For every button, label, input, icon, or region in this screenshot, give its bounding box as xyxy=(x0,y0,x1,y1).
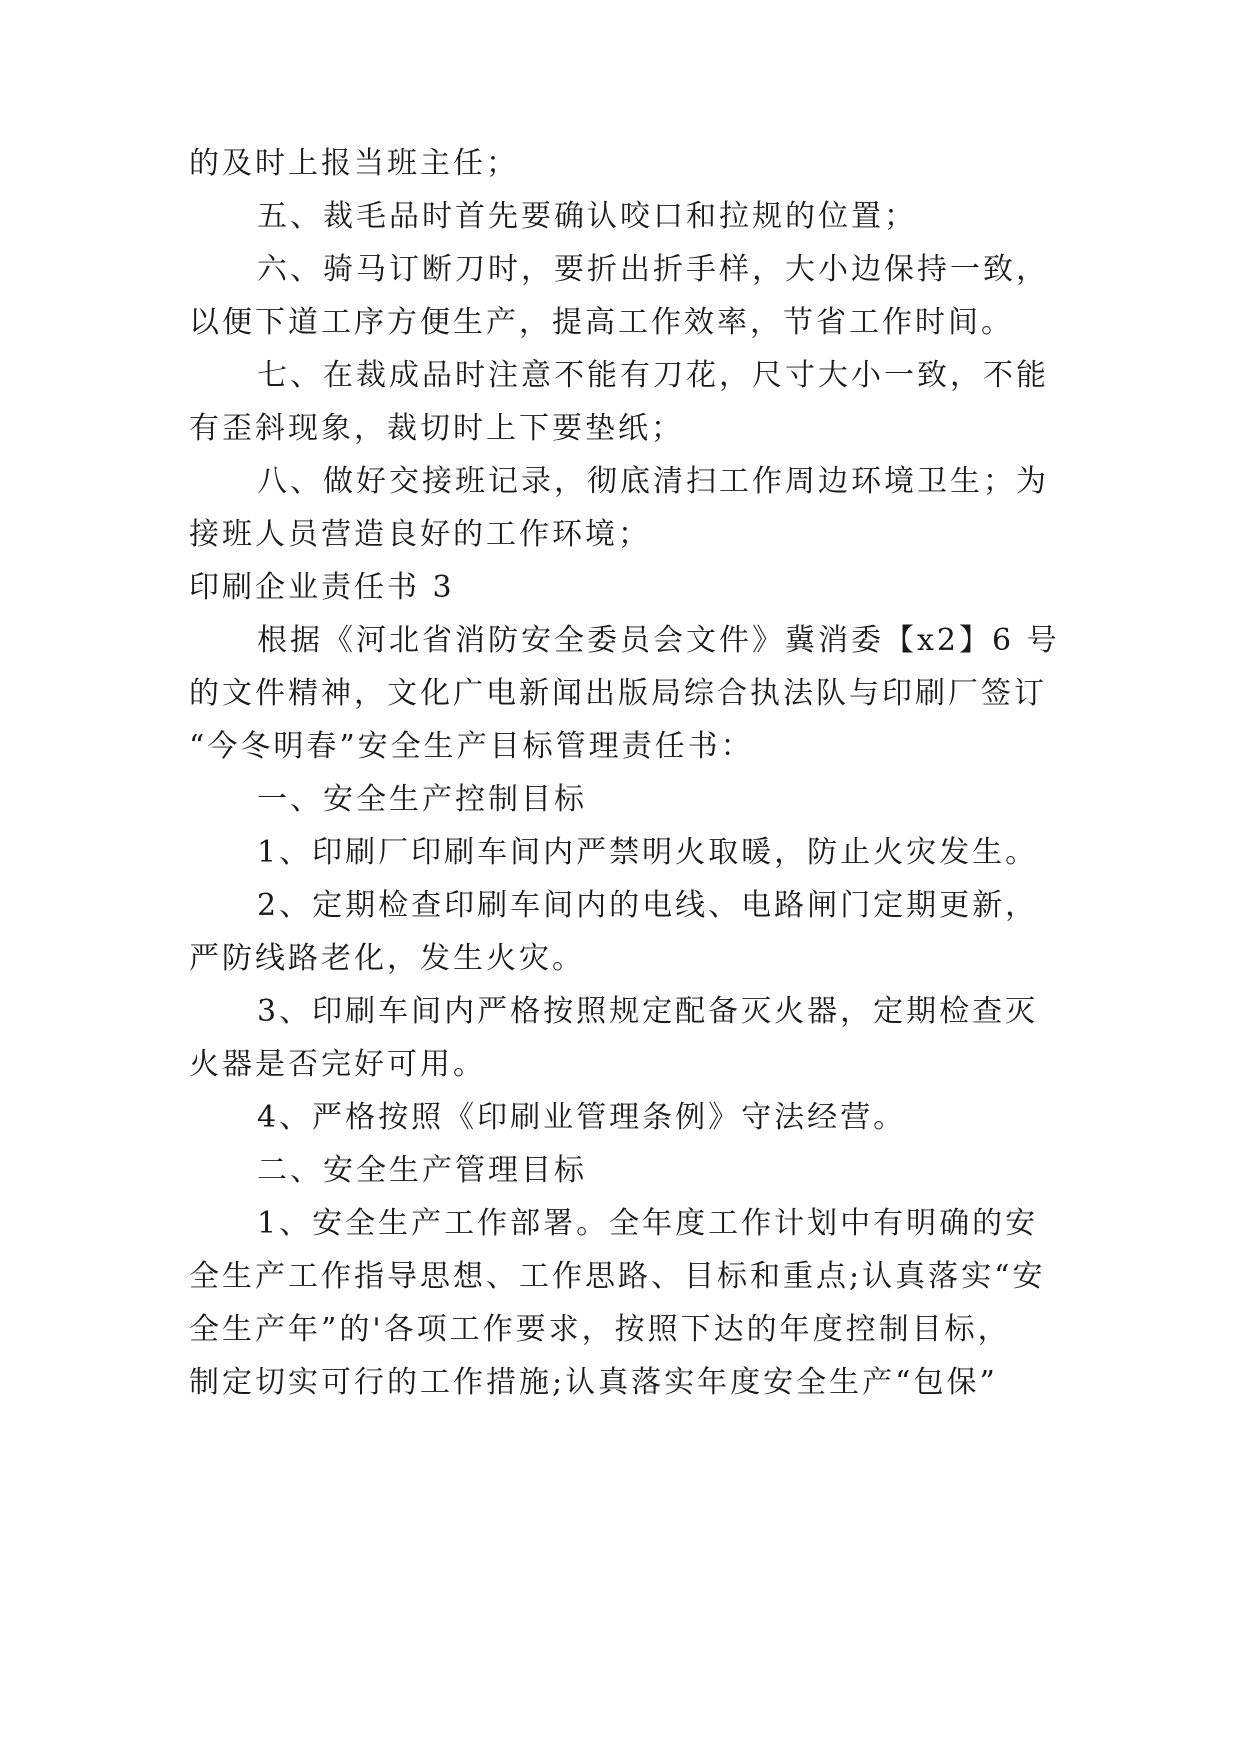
paragraph-line: 全生产年”的'各项工作要求，按照下达的年度控制目标， xyxy=(189,1312,1011,1347)
paragraph-line: 火器是否完好可用。 xyxy=(189,1047,486,1082)
paragraph-line: 1、印刷厂印刷车间内严禁明火取暖，防止火灾发生。 xyxy=(257,835,1039,870)
paragraph-line: 根据《河北省消防安全委员会文件》冀消委【x2】6 号 xyxy=(257,623,1060,658)
subheading: 二、安全生产管理目标 xyxy=(257,1153,587,1188)
paragraph-line: 的文件精神，文化广电新闻出版局综合执法队与印刷厂签订 xyxy=(189,676,1047,711)
paragraph-line: 有歪斜现象，裁切时上下要垫纸； xyxy=(189,411,684,446)
paragraph-line: 以便下道工序方便生产，提高工作效率，节省工作时间。 xyxy=(189,305,1014,340)
paragraph-line: 六、骑马订断刀时，要折出折手样，大小边保持一致， xyxy=(257,252,1049,287)
paragraph-line: 的及时上报当班主任； xyxy=(189,146,519,181)
paragraph-line: 1、安全生产工作部署。全年度工作计划中有明确的安 xyxy=(257,1206,1039,1241)
paragraph-line: 2、定期检查印刷车间内的电线、电路闸门定期更新， xyxy=(257,888,1039,923)
paragraph-line: “今冬明春”安全生产目标管理责任书： xyxy=(189,729,754,764)
paragraph-line: 4、严格按照《印刷业管理条例》守法经营。 xyxy=(257,1100,907,1135)
paragraph-line: 接班人员营造良好的工作环境； xyxy=(189,517,651,552)
paragraph-line: 八、做好交接班记录，彻底清扫工作周边环境卫生；为 xyxy=(257,464,1049,499)
section-heading: 印刷企业责任书 3 xyxy=(189,570,455,605)
paragraph-line: 制定切实可行的工作措施;认真落实年度安全生产“包保” xyxy=(189,1365,998,1400)
paragraph-line: 全生产工作指导思想、工作思路、目标和重点;认真落实“安 xyxy=(189,1259,1046,1294)
subheading: 一、安全生产控制目标 xyxy=(257,782,587,817)
paragraph-line: 五、裁毛品时首先要确认咬口和拉规的位置； xyxy=(257,199,917,234)
paragraph-line: 3、印刷车间内严格按照规定配备灭火器，定期检查灭 xyxy=(257,994,1039,1029)
paragraph-line: 七、在裁成品时注意不能有刀花，尺寸大小一致，不能 xyxy=(257,358,1049,393)
paragraph-line: 严防线路老化，发生火灾。 xyxy=(189,941,585,976)
